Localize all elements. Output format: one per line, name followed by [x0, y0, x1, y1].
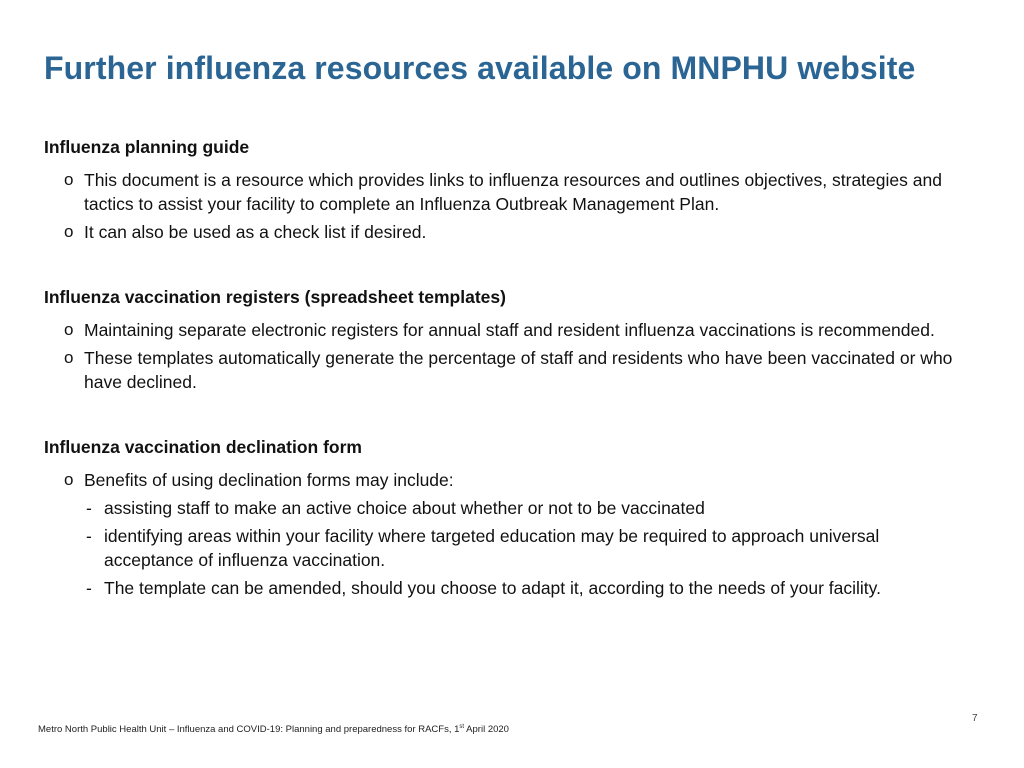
section-declination-form: [44, 436, 964, 600]
footer: [38, 724, 509, 735]
sub-marker: -: [86, 578, 92, 598]
section-planning-guide: [44, 136, 964, 244]
bullet-item: [44, 318, 964, 342]
footer-suffix: April 2020: [464, 724, 509, 736]
sub-list: [44, 496, 964, 600]
bullet-text: It can also be used as a check list if desired.: [84, 222, 427, 242]
page-number: 7: [972, 713, 978, 724]
section-heading: Influenza vaccination registers (spreadsheet templates): [44, 287, 506, 307]
sub-item-text: assisting staff to make an active choice about whether or not to be vaccinated: [104, 498, 705, 518]
bullet-text: Benefits of using declination forms may include:: [84, 470, 454, 490]
slide-content: [44, 136, 964, 604]
bullet-item: [44, 168, 964, 216]
sub-item-text: identifying areas within your facility where targeted education may be required to approach universal acceptance of influenza vaccination.: [104, 526, 880, 570]
footer-superscript: st: [459, 724, 465, 730]
bullet-item: [44, 220, 964, 244]
bullet-item: [44, 346, 964, 394]
bullet-list: [44, 468, 964, 492]
sub-item: [44, 524, 964, 572]
sub-item-text: The template can be amended, should you choose to adapt it, according to the needs of your facility.: [104, 578, 881, 598]
section-heading: Influenza vaccination declination form: [44, 437, 362, 457]
bullet-marker: o: [64, 222, 74, 241]
bullet-marker: o: [64, 348, 74, 367]
bullet-item: [44, 468, 964, 492]
sub-marker: -: [86, 526, 92, 546]
bullet-marker: o: [64, 320, 74, 339]
bullet-text: This document is a resource which provides links to influenza resources and outlines objectives, strategies and tactics to assist your facility to complete an Influenza Outbreak Management Plan.: [84, 170, 942, 214]
slide-title: Further influenza resources available on MNPHU website: [44, 50, 916, 86]
footer-text: Metro North Public Health Unit – Influenza and COVID-19: Planning and preparedness for RACFs, 1: [38, 724, 460, 736]
sub-marker: -: [86, 498, 92, 518]
sub-item: [44, 496, 964, 520]
section-heading: Influenza planning guide: [44, 137, 250, 157]
bullet-list: [44, 168, 964, 244]
section-vaccination-registers: [44, 286, 964, 394]
sub-item: [44, 576, 964, 600]
bullet-marker: o: [64, 170, 74, 189]
bullet-list: [44, 318, 964, 394]
bullet-text: These templates automatically generate the percentage of staff and residents who have been vaccinated or who have declined.: [84, 348, 953, 392]
bullet-marker: o: [64, 470, 74, 489]
bullet-text: Maintaining separate electronic registers for annual staff and resident influenza vaccinations is recommended.: [84, 320, 935, 340]
